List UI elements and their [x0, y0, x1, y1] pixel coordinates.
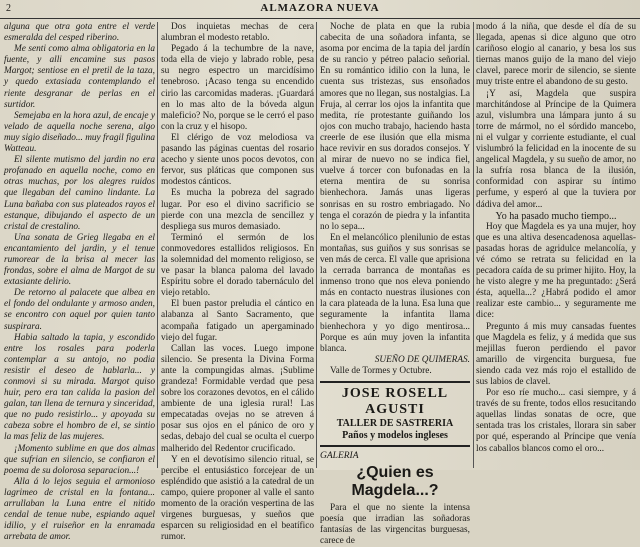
- paragraph: De retorno al palacete que albea en el fondo del ondulante y armoso anden, se encontro con aquel por quien tanto suspirara.: [4, 288, 155, 332]
- dateline: Valle de Tormes y Octubre.: [330, 365, 432, 376]
- column-1-story: [4, 22, 155, 543]
- section-break: Yo ha pasado mucho tiempo...: [495, 210, 617, 222]
- paragraph: Una sonata de Grieg llegaba en el encantamiento del jardin, y el tenue rumorear de la brisa al mecer las frondas, sobre el alma de Margot de su extasiante delirio.: [4, 232, 155, 288]
- paragraph: Dos inquietas mechas de cera alumbran el modesto retablo.: [161, 22, 314, 44]
- paragraph: Pegado á la techumbre de la nave, toda ella de viejo y labrado roble, pesa su negro espectro un marcidísimo tenebroso. ¡Acaso tenga su encendido cirio las carcomidas maderas. ¡Guardará en lo mas alto de la bóveda algun maleficio? No, porque se le cerró el paso con la cruz y el hisopo.: [161, 44, 314, 132]
- column-divider: [157, 22, 158, 468]
- paragraph: El silente mutismo del jardin no era profanado en aquella noche, como en otras muchas, por los alegres ruidos que llegaban del camino lindante. La Luna bañaba con sus plateados rayos el estanque, dibujando el aspecto de un cristal de crestalino.: [4, 155, 155, 232]
- paragraph: Semejaba en la hora azul, de encaje y velado de aquella noche serena, algo muy sigio diseñado... muy fragil figulina Watteau.: [4, 110, 155, 155]
- paragraph: Hoy que Magdela es ya una mujer, hoy que es una altiva desencadenosa aquellas-pasadas horas de agridulce melancolía, y vé cómo se retrata su felicidad en la pecadora caída de su primer hijito. Hoy, la he visto alegre y me ha preguntado: ¿Será ésta, aquella...? ¿Habrá podido el amor realizar este cambio... y seguramente me dice:: [476, 221, 636, 321]
- ad-tagline: Paños y modelos ingleses: [342, 430, 448, 441]
- paragraph: El clérigo de voz melodiosa va pasando las páginas cuentas del rosario acecho y siente unos pocos devotos, con fervor, sus pláticas que componen sus modestos cánticos.: [161, 132, 314, 188]
- column-divider: [473, 22, 474, 468]
- paragraph: Por eso ríe mucho... casi siempre, y á través de su frente, todos ellos resucitando aquellas lindas sonatas de ocre, que sentada tras los cristales, llorara sin saber por qué, esperando al Príncipe que venía los caballos blancos como el oro...: [476, 388, 636, 454]
- paragraph: ¡Momento sublime en que dos almas que sufrian en silencio, se confiaron el poema de su dolorosa separacion...!: [4, 443, 155, 476]
- column-divider: [316, 22, 317, 468]
- paragraph: ¡Y así, Magdela que suspira marchitándose al Príncipe de la Quimera azul, vislumbra una lámpara junto á su torre de mármol, no el sórdido mancebo, ni el vulgar y corriente estudiante, el cual vislumbró la felicidad en la inocente de su angelical Magdela, y su sueño de amor, no la sufría rosa blanca de la ilusión, conformidad con aspirar su íntimo perfume, y esperó al que la tuviera por dádiva del amor...: [476, 88, 636, 210]
- paragraph: Alla á lo lejos seguia el armonioso lagrimeo de cristal en la fontana... arrullaban la Luna entre el nitido cendal de tenue nube, espiando aquel idilio, y el ruiseñor en la enramada arrebata de amor.: [4, 476, 155, 543]
- paragraph: El buen pastor preludia el cántico en alabanza al Santo Sacramento, que acompaña fatigado un apergaminado viejo del fugar.: [161, 299, 314, 343]
- paragraph: Habia saltado la tapia, y escondido entre los rosales para poderla contemplar a su antojo, no podia resistir el deseo de hablarla... y conmovi si su mirada. Margot quiso huir, pero era tan calida la pasion del galan, tan llena de ternura y sinceridad, que no pudo resistirlo... y apoyada su cabeza sobre el hombro de el, se sintio la mas feliz de las mujeres.: [4, 332, 155, 443]
- paragraph: Terminó el sermón de los conmovedores estallidos religiosos. En la solemnidad del momento religioso, se ve pasar la blanca paloma del lavado Espíritu sobre el dorado tabernáculo del viejo retablo.: [161, 232, 314, 299]
- column-4: [476, 22, 636, 468]
- column-2-story: [161, 22, 314, 543]
- page-number: 2: [6, 3, 11, 14]
- signature: SUEÑO DE QUIMERAS.: [374, 354, 470, 365]
- paragraph: modo á la niña, que desde el día de su llegada, apenas si dice alguno que otro cariñoso elogio al canario, y besa los sus tiernas manos guijo de la mano del viejo clavel, parece morir de silencio, se siente muy triste entre el abandono de su gesto.: [476, 22, 636, 88]
- paragraph: Callan las voces. Luego impone silencio. Se presenta la Divina Forma ante la compungidas almas. ¡Sublime grandeza! Formidable verdad que pesa sobre los corazones devotos, en el cálido ambiente de una iglesia rural! Las empecatadas ovejas no se atreven á posar sus ojos en el pánico de oro y sedas, debajo del cual se oculta el cuerpo malherido del Redentor crucificado.: [161, 343, 314, 454]
- column-3: [320, 22, 470, 547]
- paragraph: Y en el devotísimo silencio ritual, se percibe el entusiástico forcejear de un espléndido que asistió a la catedral de un campo, quiere proponer al valle el santo momento de la oración vespertina de las virgenes burguesas, y sueños que esparcen su religiosidad en el beatífico rumor.: [161, 454, 314, 543]
- section-label: GALERIA: [320, 451, 359, 461]
- masthead: [0, 0, 640, 19]
- paragraph: Es mucha la pobreza del sagrado lugar. Por eso el divino sacrificio se pierde con una mezcla de sencillez y despliega sus muros demasiado.: [161, 188, 314, 232]
- paragraph: alguna que otra gota entre el verde esmeralda del cesped riberino.: [4, 22, 155, 44]
- article-headline: ¿Quien es Magdela...?: [351, 464, 439, 500]
- paragraph: Me senti como alma obligatoria en la fuente, y alli encamine sus pasos Margot; sentiose en el pretil de la taza, y quedo extasiada contemplando el riente desgranar de perlas en el surtidor.: [4, 44, 155, 110]
- ad-name: JOSE ROSELL AGUSTI: [341, 386, 449, 417]
- ad-business: TALLER DE SASTRERIA: [336, 418, 454, 429]
- paragraph: Pregunto á mis muy cansadas fuentes que Magdela es feliz, y á medida que sus mejillas fueron perdiendo el pavor amarillo de virgencita burguesa, fue siendo cada vez más rojo el estallido de sus labios de clavel.: [476, 321, 636, 387]
- paragraph: Para el que no siente la intensa poesía que irradian las soñadoras fantasías de las virgencitas burguesas, carece de: [320, 503, 470, 547]
- paragraph: Noche de plata en que la rubia cabecita de una soñadora infanta, se asoma por encima de la tapia del jardín de su rancio y pétreo palacio señorial. En su romántico idilio con la luna, le cuenta sus tristezas, sus ensoñados amores que no llegan, sus nostalgias. La Fruja, al cerrar los ojos la infantita que medita, ríe protestante guiñando los ojos con mucho trabajo, haciendo hasta creerle de ese ilusión que ella misma hace revivir en sus dorados consejos. Y al mirar de nuevo no se indica fiel, vuelve á torcer con bufonadas en la eterna mentira de su sonrisa bienhechora. Jamás unas ligeras sonrisas en su rostro embriagado. No tenga el corazón de piedra y la infantita no lo sepa...: [320, 22, 470, 232]
- paragraph: En el melancólico plenilunio de estas montañas, sus guiños y sus sonrisas se ven más de cerca. El valle que aprisiona la cerrada barranca de montañas es inmenso trono que nos eleva poniendo más en contacto nuestras ilusiones con la cara plateada de la luna. Esa luna que seguramente la infantita llama bienhechora y yo digo mentirosa... Porque es aún muy joven la infantita blanca.: [320, 232, 470, 354]
- newspaper-title: ALMAZORA NUEVA: [260, 2, 380, 14]
- tailor-advertisement: [320, 381, 470, 447]
